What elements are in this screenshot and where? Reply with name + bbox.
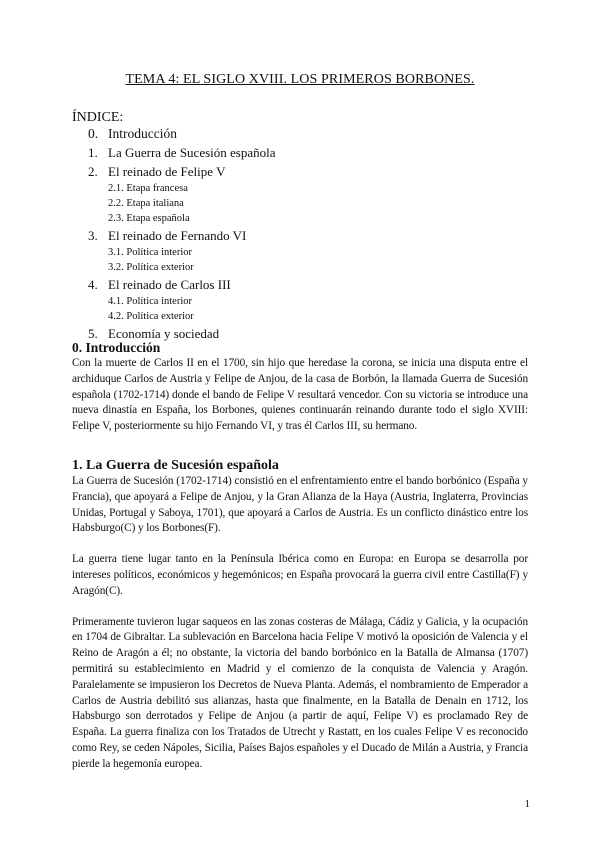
- toc-item-number: 5.: [88, 326, 98, 341]
- toc-item: [88, 275, 508, 294]
- toc-subitem: 2.2. Etapa italiana: [108, 198, 184, 209]
- paragraph: Con la muerte de Carlos II en el 1700, sin hijo que heredase la corona, se inicia una disputa entre el archiduque Carlos de Austria y Felipe de Anjou, de la casa de Borbón, la llamada Guerra de Sucesión española (1702-1714) donde el bando de Felipe V resultará vencedor. Con su victoria se introduce una nueva dinastía en España, los Borbones, quienes continuarán reinando durante todo el siglo XVIII: Felipe V, posteriormente su hijo Fernando VI, y tras él Carlos III, su hermano.: [72, 357, 528, 433]
- toc-item-number: 3.: [88, 228, 98, 243]
- toc-item-label: El reinado de Carlos III: [108, 277, 231, 292]
- section-heading: 0. Introducción: [72, 340, 161, 355]
- section-heading: 1. La Guerra de Sucesión española: [72, 458, 279, 473]
- toc-item: [88, 124, 508, 143]
- paragraph: La guerra tiene lugar tanto en la Península Ibérica como en Europa: en Europa se desarrolla por intereses políticos, económicos y hegemónicos; en España provocará la guerra civil entre Castilla(F) y Aragón(C).: [72, 553, 528, 597]
- toc-subitem: 4.1. Política interior: [108, 296, 192, 307]
- toc-item-label: La Guerra de Sucesión española: [108, 145, 276, 160]
- toc-item-label: El reinado de Felipe V: [108, 164, 226, 179]
- page-number: 1: [524, 798, 530, 810]
- paragraph: Primeramente tuvieron lugar saqueos en las zonas costeras de Málaga, Cádiz y Galicia, y la ocupación en 1704 de Gibraltar. La sublevación en Barcelona hacia Felipe V motivó la oposición de Valencia y el Reino de Aragón a él; no obstante, la victoria del bando borbónico en la Batalla de Almansa (1707) permitirá su establecimiento en Madrid y el comienzo de la conquista de Valencia y Aragón. Paralelamente se impusieron los Decretos de Nueva Planta. Además, el nombramiento de Emperador a Carlos de Austria debilitó sus alianzas, hasta que finalmente, en la Batalla de Denain en 1712, los Habsburgo son derrotados y Felipe de Anjou (a partir de aquí, Felipe V) es proclamado Rey de España. La guerra finaliza con los Tratados de Utrecht y Rastatt, en los cuales Felipe V es reconocido como Rey, se ceden Nápoles, Sicilia, Países Bajos españoles y el Ducado de Milán a Austria, y Francia pierde la hegemonía europea.: [72, 615, 528, 770]
- toc-item-label: Introducción: [108, 126, 177, 141]
- toc-subitem: 4.2. Política exterior: [108, 311, 194, 322]
- toc-item: [88, 162, 508, 181]
- toc-item: [88, 226, 508, 245]
- toc-item-number: 4.: [88, 277, 98, 292]
- section-guerra-sucesion: [72, 458, 528, 773]
- toc-item-label: El reinado de Fernando VI: [108, 228, 247, 243]
- section-introduccion: [72, 340, 528, 435]
- toc-item-number: 2.: [88, 164, 98, 179]
- document-title: TEMA 4: EL SIGLO XVIII. LOS PRIMEROS BORBONES.: [125, 72, 475, 87]
- toc-item: [88, 143, 508, 162]
- paragraph: La Guerra de Sucesión (1702-1714) consistió en el enfrentamiento entre el bando borbónico (España y Francia), que apoyará a Felipe de Anjou, y la Gran Alianza de la Haya (Austria, Inglaterra, Provincias Unidas, Portugal y Saboya, 1701), que apoyará a Carlos de Austria. Es un conflicto dinástico entre los Habsburgo(C) y los Borbones(F).: [72, 475, 528, 535]
- toc-item-label: Economía y sociedad: [108, 326, 220, 341]
- toc-subitem: 3.2. Política exterior: [108, 262, 194, 273]
- toc-subitem: 2.3. Etapa española: [108, 213, 190, 224]
- toc-subitem: 2.1. Etapa francesa: [108, 183, 188, 194]
- index-label: ÍNDICE:: [72, 110, 124, 125]
- toc-item-number: 1.: [88, 145, 98, 160]
- toc-item-number: 0.: [88, 126, 99, 141]
- toc-subitem: 3.1. Política interior: [108, 247, 192, 258]
- table-of-contents: [88, 124, 508, 343]
